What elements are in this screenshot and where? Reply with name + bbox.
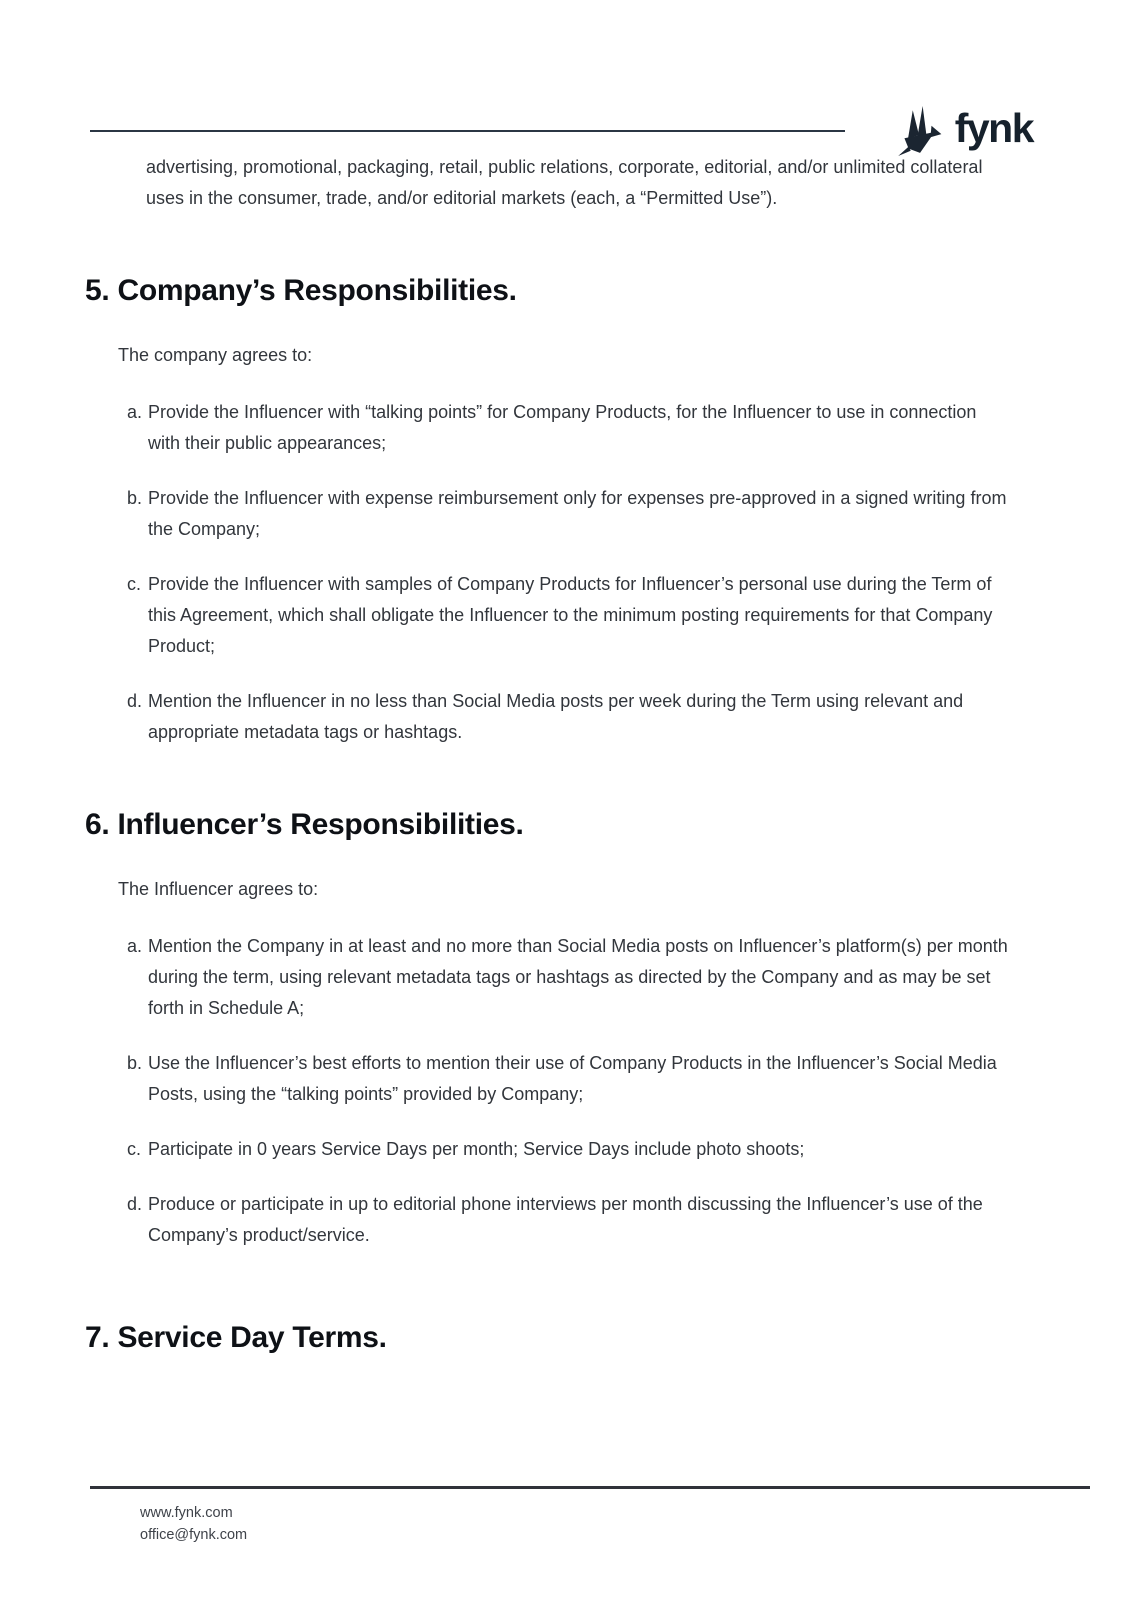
list-item: [127, 1048, 1019, 1110]
list-item-marker: d.: [127, 691, 143, 711]
list-item-marker: c.: [127, 1139, 142, 1159]
section-5-list: [127, 397, 1019, 748]
list-item: [127, 1189, 1019, 1251]
section-heading-6: 6. Influencer’s Responsibilities.: [85, 808, 524, 841]
section-6-list: [127, 931, 1019, 1251]
list-item: [127, 569, 1019, 662]
list-item-text: Use the Influencer’s best efforts to mention their use of Company Products in the Influencer’s Social Media Posts, using the “talking points” provided by Company;: [148, 1053, 997, 1104]
intro-paragraph: advertising, promotional, packaging, retail, public relations, corporate, editorial, and/or unlimited collateral uses in the consumer, trade, and/or editorial markets (each, a “Permitted Use”).: [146, 157, 983, 208]
list-item-text: Produce or participate in up to editorial phone interviews per month discussing the Influencer’s use of the Company’s product/service.: [148, 1194, 983, 1245]
list-item-text: Mention the Company in at least and no more than Social Media posts on Influencer’s platform(s) per month during the term, using relevant metadata tags or hashtags as directed by the Company and as may be set forth in Schedule A;: [148, 936, 1008, 1018]
list-item-text: Provide the Influencer with “talking points” for Company Products, for the Influencer to use in connection with their public appearances;: [148, 402, 977, 453]
list-item-marker: c.: [127, 574, 142, 594]
section-5-lead: The company agrees to:: [118, 345, 313, 365]
footer-email: office@fynk.com: [140, 1527, 248, 1543]
document-content: [85, 152, 1019, 1357]
list-item: [127, 686, 1019, 748]
list-item-marker: a.: [127, 402, 143, 422]
section-6-lead: The Influencer agrees to:: [118, 879, 319, 899]
page-footer: [90, 1486, 1090, 1546]
list-item-text: Provide the Influencer with expense reimbursement only for expenses pre-approved in a signed writing from the Company;: [148, 488, 1007, 539]
list-item: [127, 1134, 1019, 1165]
section-heading-5: 5. Company’s Responsibilities.: [85, 274, 517, 307]
list-item-marker: a.: [127, 936, 143, 956]
header-divider: [90, 130, 845, 132]
list-item: [127, 483, 1019, 545]
list-item-text: Participate in 0 years Service Days per month; Service Days include photo shoots;: [148, 1139, 805, 1159]
list-item-text: Mention the Influencer in no less than Social Media posts per week during the Term using relevant and appropriate metadata tags or hashtags.: [148, 691, 964, 742]
brand-wordmark: fynk: [954, 104, 1033, 151]
section-heading-7: 7. Service Day Terms.: [85, 1321, 387, 1354]
list-item-text: Provide the Influencer with samples of Company Products for Influencer’s personal use during the Term of this Agreement, which shall obligate the Influencer to the minimum posting requirements for that Company Product;: [148, 574, 993, 656]
footer-website: www.fynk.com: [140, 1505, 233, 1521]
list-item-marker: d.: [127, 1194, 143, 1214]
list-item: [127, 397, 1019, 459]
list-item: [127, 931, 1019, 1024]
list-item-marker: b.: [127, 1053, 143, 1073]
list-item-marker: b.: [127, 488, 143, 508]
